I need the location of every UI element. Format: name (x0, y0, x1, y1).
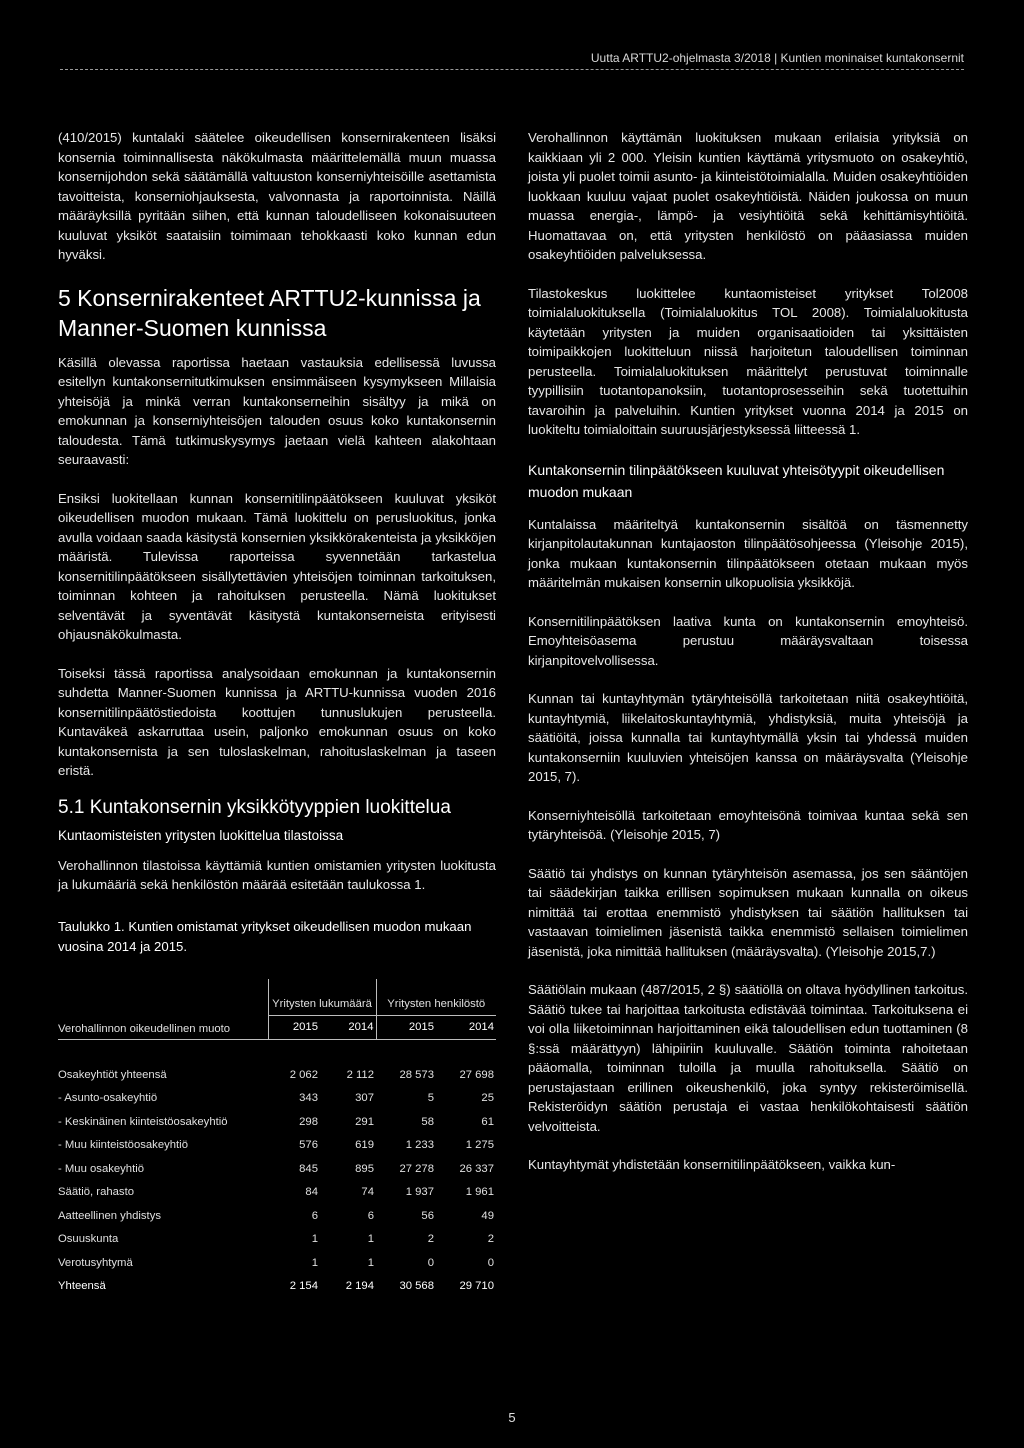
paragraph: Ensiksi luokitellaan kunnan konsernitilinpäätökseen kuuluvat yksiköt oikeudellisen muodon mukaan. Tämä luokittelu on perusluokitus, jonka avulla voidaan saada käsitystä konsernien yksikkörakenteista ja yksikköjen määristä. Tulevissa raporteissa syvennetään tarkastelua konsernitilinpäätökseen sisällytettävien yhteisöjen toiminnan tarkoituksen, toiminnan kohteen ja rahoituksen perusteella. Nämä luokitukset selventävät ja syventävät käsitystä kuntakonserneista erityisesti ohjausnäkökulmasta. (58, 490, 496, 642)
cell: 25 (481, 1092, 494, 1104)
cell: 0 (427, 1256, 434, 1269)
cell: 61 (481, 1115, 494, 1128)
paragraph: Säätiölain mukaan (487/2015, 2 §) säätiöllä on oltava hyödyllinen tarkoitus. Säätiö tukee tai harjoittaa tarkoitusta edistävää toimintaa. Tarkoituksena ei voi olla liiketoiminnan harjoittaminen eikä taloudellisen edun tuottaminen (8 §:ssä määrättyyn) lähipiiriin kuuluvalle. Säätiön toiminta rahoitetaan pääomalla, toiminnan tuloilla ja muulla rahoituksella. Säätiö on perustajastaan erillinen oikeushenkilö, joka syntyy rekisteröimisellä. Rekisteröidyn säätiön perustaja ei vastaa henkilökohtaisesti säätiön velvoitteista. (528, 982, 968, 1134)
cell: 895 (355, 1162, 374, 1175)
row-label: - Muu osakeyhtiö (58, 1162, 145, 1175)
cell: 27 698 (459, 1068, 494, 1081)
left-column (58, 128, 496, 1299)
row-label: Aatteellinen yhdistys (58, 1209, 161, 1222)
paragraph: Verohallinnon käyttämän luokituksen mukaan erilaisia yrityksiä on kaikkiaan yli 2 000. Yleisin kuntien käyttämä yritysmuoto on osakeyhtiö, joista yli puolet toimii asunto- ja kiinteistötoimialalla. Muiden osakeyhtiöiden luokkaan kuuluu vajaat puolet osakeyhtiöistä. Näiden joukossa on muun muassa energia-, lämpö- ja vesiyhtiöitä sekä kehittämisyhtiöitä. Huomattavaa on, että yritysten henkilöstö on pääasiassa muiden osakeyhtiöiden palveluksessa. (528, 130, 968, 262)
year-header: 2015 (268, 1015, 320, 1040)
paragraph: Konsernitilinpäätöksen laativa kunta on kuntakonsernin emoyhteisö. Emoyhteisöasema perustuu määräysvaltaan toisessa kirjanpitovelvollisessa. (528, 613, 968, 668)
table-total-row (58, 1275, 496, 1299)
cell: 1 275 (465, 1139, 494, 1151)
right-column (528, 128, 968, 1175)
cell: 1 937 (405, 1186, 434, 1198)
cell: 619 (355, 1139, 374, 1151)
paragraph: Kunnan tai kuntayhtymän tytäryhteisöllä tarkoitetaan niitä osakeyhtiöitä, kuntayhtymiä, liikelaitoskuntayhtymiä, yhdistyksiä, muita yhteisöjä ja säätiöitä, joissa kunnalla tai kuntayhtymällä yksin tai yhdessä muiden kuntakonserniin kuuluvien yhteisöjen kanssa on määräysvalta (Yleisohje 2015, 7). (528, 691, 968, 784)
cell: 74 (361, 1186, 374, 1198)
cell: 26 337 (459, 1162, 494, 1175)
table-header-staff: Yritysten henkilöstö (376, 979, 496, 1016)
paragraph: Kuntalaissa määriteltyä kuntakonsernin sisältöä on täsmennetty kirjanpitolautakunnan kuntajaoston tilinpäätösohjeessa (Yleisohje 2015), jonka mukaan kuntakonsernin tilinpäätökseen otetaan mukaan myös määritelmän mukaisen konsernin ulkopuolisia yksikköjä. (528, 516, 968, 590)
cell: 1 (311, 1233, 318, 1245)
table-row (58, 1064, 496, 1088)
section-heading-5-1: 5.1 Kuntakonsernin yksikkötyyppien luokittelua (58, 796, 451, 818)
paragraph: Tilastokeskus luokittelee kuntaomisteiset yritykset Tol2008 toimialaluokituksella (Toimialaluokitus TOL 2008). Toimialaluokitusta käytetään yritysten ja muiden organisaatioiden tai yksittäisten toimipaikkojen luokitteluun niissä harjoitetun taloudellisen toiminnan perusteella. Toimialaluokituksen määrittelyt perustuvat toiminnalle tyypillisiin tuotantopanoksiin, tuotantoprosesseihin sekä tuotettuihin tavaroihin ja palveluihin. Kuntien yritykset vuonna 2014 ja 2015 on luokiteltu toimialoittain suuruusjärjestyksessä liitteessä 1. (528, 285, 968, 437)
companies-table (58, 979, 496, 1299)
row-label: Yhteensä (58, 1280, 106, 1292)
row-label: - Muu kiinteistöosakeyhtiö (58, 1139, 188, 1151)
paragraph: Säätiö tai yhdistys on kunnan tytäryhteisön asemassa, jos sen sääntöjen tai säädekirjan taikka erillisen sopimuksen mukaan kunnalla on oikeus nimittää tai erottaa enemmistö yhdistyksen tai säätiön hallituksen tai vastaavan toimielimen jäsenistä taikka enemmistö sellaisen toimielimen jäsenistä, joka nimittää hallituksen (määräysvalta). (Yleisohje 2015,7.) (528, 865, 968, 959)
year-header: 2015 (376, 1015, 436, 1040)
cell: 2 (427, 1233, 434, 1245)
cell: 343 (299, 1092, 318, 1104)
cell: 58 (421, 1115, 434, 1128)
cell: 1 961 (465, 1186, 494, 1198)
table-row (58, 1087, 496, 1111)
cell: 56 (421, 1209, 434, 1222)
cell: 1 (367, 1233, 374, 1245)
cell: 298 (299, 1115, 318, 1128)
cell: 5 (427, 1092, 434, 1104)
cell: 27 278 (399, 1162, 434, 1175)
cell: 6 (311, 1209, 318, 1222)
cell: 28 573 (399, 1068, 434, 1081)
header-rule (60, 69, 964, 70)
table-row (58, 1134, 496, 1158)
section-heading-5: 5 Konsernirakenteet ARTTU2-kunnissa ja Manner-Suomen kunnissa (58, 284, 481, 341)
paragraph: (410/2015) kuntalaki säätelee oikeudellisen konsernirakenteen lisäksi konsernia toiminnallisesta näkökulmasta määrittelemällä muun muassa konsernijohdon sekä säätämällä valtuuston konserniyhteisöille asettamista tavoitteista, konserniohjauksesta, valvonnasta ja raportoinnista. Näillä määräyksillä pyritään siihen, että kunnan taloudelliseen kokonaisuuteen kuuluvat yksiköt saataisiin toimimaan tehokkaasti koko kunnan edun hyväksi. (58, 130, 496, 262)
cell: 2 154 (289, 1280, 318, 1292)
paragraph: Verohallinnon tilastoissa käyttämiä kuntien omistamien yritysten luokitusta ja lukumääriä sekä henkilöstön määrää esitetään taulukossa 1. (58, 857, 496, 892)
row-label: - Asunto-osakeyhtiö (58, 1092, 158, 1104)
paragraph: Toiseksi tässä raportissa analysoidaan emokunnan ja kuntakonsernin suhdetta Manner-Suomen kunnissa ja ARTTU-kunnissa vuoden 2016 konsernitilinpäätöstiedoista koottujen tunnuslukujen perusteella. Kuntaväkeä askarruttaa usein, paljonko emokunnan osuus on koko kuntakonsernista ja sen tuloslaskelman, rahoituslaskelman ja taseen eristä. (58, 665, 496, 778)
subheading: Kuntakonsernin tilinpäätökseen kuuluvat yhteisötyypit oikeudellisen muodon mukaan (528, 461, 945, 500)
year-header: 2014 (468, 1020, 494, 1033)
cell: 49 (481, 1209, 494, 1222)
subheading: Kuntaomisteisten yritysten luokittelua tilastoissa (58, 827, 344, 843)
table-header-count: Yritysten lukumäärä (268, 979, 376, 1016)
row-label: Osuuskunta (58, 1233, 119, 1245)
page-number: 5 (508, 1410, 516, 1425)
paragraph: Konserniyhteisöllä tarkoitetaan emoyhteisönä toimivaa kuntaa sekä sen tytäryhteisöä. (Yleisohje 2015, 7) (528, 807, 968, 842)
row-label: - Keskinäinen kiinteistöosakeyhtiö (58, 1115, 228, 1128)
row-label: Osakeyhtiöt yhteensä (58, 1068, 167, 1081)
cell: 6 (367, 1209, 374, 1222)
cell: 1 233 (405, 1139, 434, 1151)
cell: 2 112 (346, 1068, 374, 1081)
row-label: Säätiö, rahasto (58, 1186, 134, 1198)
table-row (58, 1252, 496, 1276)
cell: 30 568 (399, 1280, 434, 1292)
cell: 2 (487, 1233, 494, 1245)
cell: 291 (355, 1115, 374, 1128)
table-row (58, 1158, 496, 1182)
cell: 1 (311, 1256, 318, 1269)
table-row (58, 1181, 496, 1205)
running-header: Uutta ARTTU2-ohjelmasta 3/2018 | Kuntien moninaiset kuntakonsernit (590, 51, 964, 65)
cell: 2 194 (345, 1280, 374, 1292)
cell: 84 (305, 1186, 318, 1198)
year-header: 2014 (348, 1020, 374, 1033)
cell: 1 (367, 1256, 374, 1269)
table-caption: Taulukko 1. Kuntien omistamat yritykset oikeudellisen muodon mukaan vuosina 2014 ja 2015. (58, 918, 472, 954)
row-label: Verotusyhtymä (58, 1256, 133, 1269)
cell: 29 710 (459, 1280, 494, 1292)
cell: 845 (299, 1162, 318, 1175)
table-row (58, 1228, 496, 1252)
cell: 0 (487, 1256, 494, 1269)
cell: 576 (299, 1139, 318, 1151)
cell: 2 062 (289, 1068, 318, 1081)
table-header-form: Verohallinnon oikeudellinen muoto (58, 1022, 231, 1035)
paragraph: Kuntayhtymät yhdistetään konsernitilinpäätökseen, vaikka kun- (528, 1157, 896, 1172)
paragraph: Käsillä olevassa raportissa haetaan vastauksia edellisessä luvussa esitellyn kuntakonsernitutkimuksen ensimmäiseen kysymykseen Millaisia yhteisöjä ja minkä verran kuntakonserneihin sisältyy ja mikä on emokunnan ja konserniyhteisöjen talouden osuus koko kuntakonsernin taloudesta. Tämä tutkimuskysymys jaetaan vielä kahteen alakohtaan seuraavasti: (58, 354, 496, 467)
cell: 307 (355, 1092, 374, 1104)
table-row (58, 1111, 496, 1135)
table-row (58, 1205, 496, 1229)
